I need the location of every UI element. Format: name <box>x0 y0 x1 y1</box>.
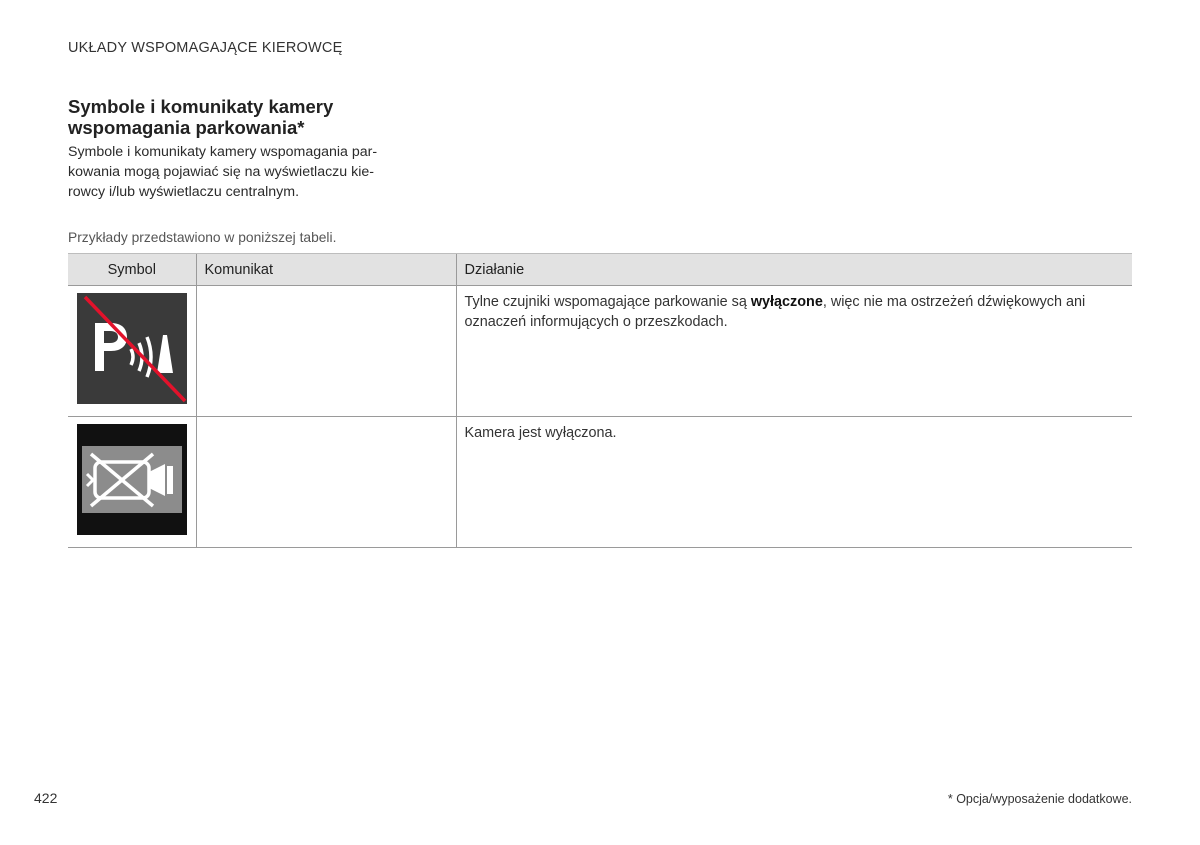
table-header-row <box>68 254 1132 286</box>
action-text-after: , więc nie ma ostrzeżeń dźwiękowych ani oznaczeń informujących o przeszkodach. <box>464 294 1086 330</box>
table-caption: Przykłady przedstawiono w poniższej tabeli. <box>68 230 337 245</box>
page-title-line-2: wspomagania parkowania* <box>68 117 305 138</box>
page-title-line-1: Symbole i komunikaty kamery <box>68 96 334 117</box>
symbol-cell <box>68 286 196 417</box>
parking-sensors-off-icon <box>77 293 187 404</box>
action-text-emphasis: wyłączone <box>750 294 823 310</box>
column-header-symbol: Symbol <box>68 254 196 286</box>
action-cell <box>456 417 1132 548</box>
action-text-before: Tylne czujniki wspomagające parkowanie są <box>464 294 751 310</box>
intro-line-1: Symbole i komunikaty kamery wspomagania par- <box>68 144 378 160</box>
message-cell <box>196 286 456 417</box>
page-number: 422 <box>34 790 58 806</box>
footnote: * Opcja/wyposażenie dodatkowe. <box>947 792 1132 806</box>
table-row <box>68 286 1132 417</box>
table-row <box>68 417 1132 548</box>
action-cell <box>456 286 1132 417</box>
camera-off-icon <box>77 424 187 535</box>
intro-line-3: rowcy i/lub wyświetlaczu centralnym. <box>68 184 300 200</box>
symbols-table <box>68 253 1132 548</box>
page-title <box>68 96 408 138</box>
action-text-before: Kamera jest wyłączona. <box>464 425 617 441</box>
symbol-cell <box>68 417 196 548</box>
message-cell <box>196 417 456 548</box>
intro-line-2: kowania mogą pojawiać się na wyświetlaczu kie- <box>68 164 374 180</box>
intro-paragraph <box>68 142 403 202</box>
column-header-message: Komunikat <box>196 254 456 286</box>
column-header-action: Działanie <box>456 254 1132 286</box>
chapter-header: UKŁADY WSPOMAGAJĄCE KIEROWCĘ <box>68 40 343 56</box>
